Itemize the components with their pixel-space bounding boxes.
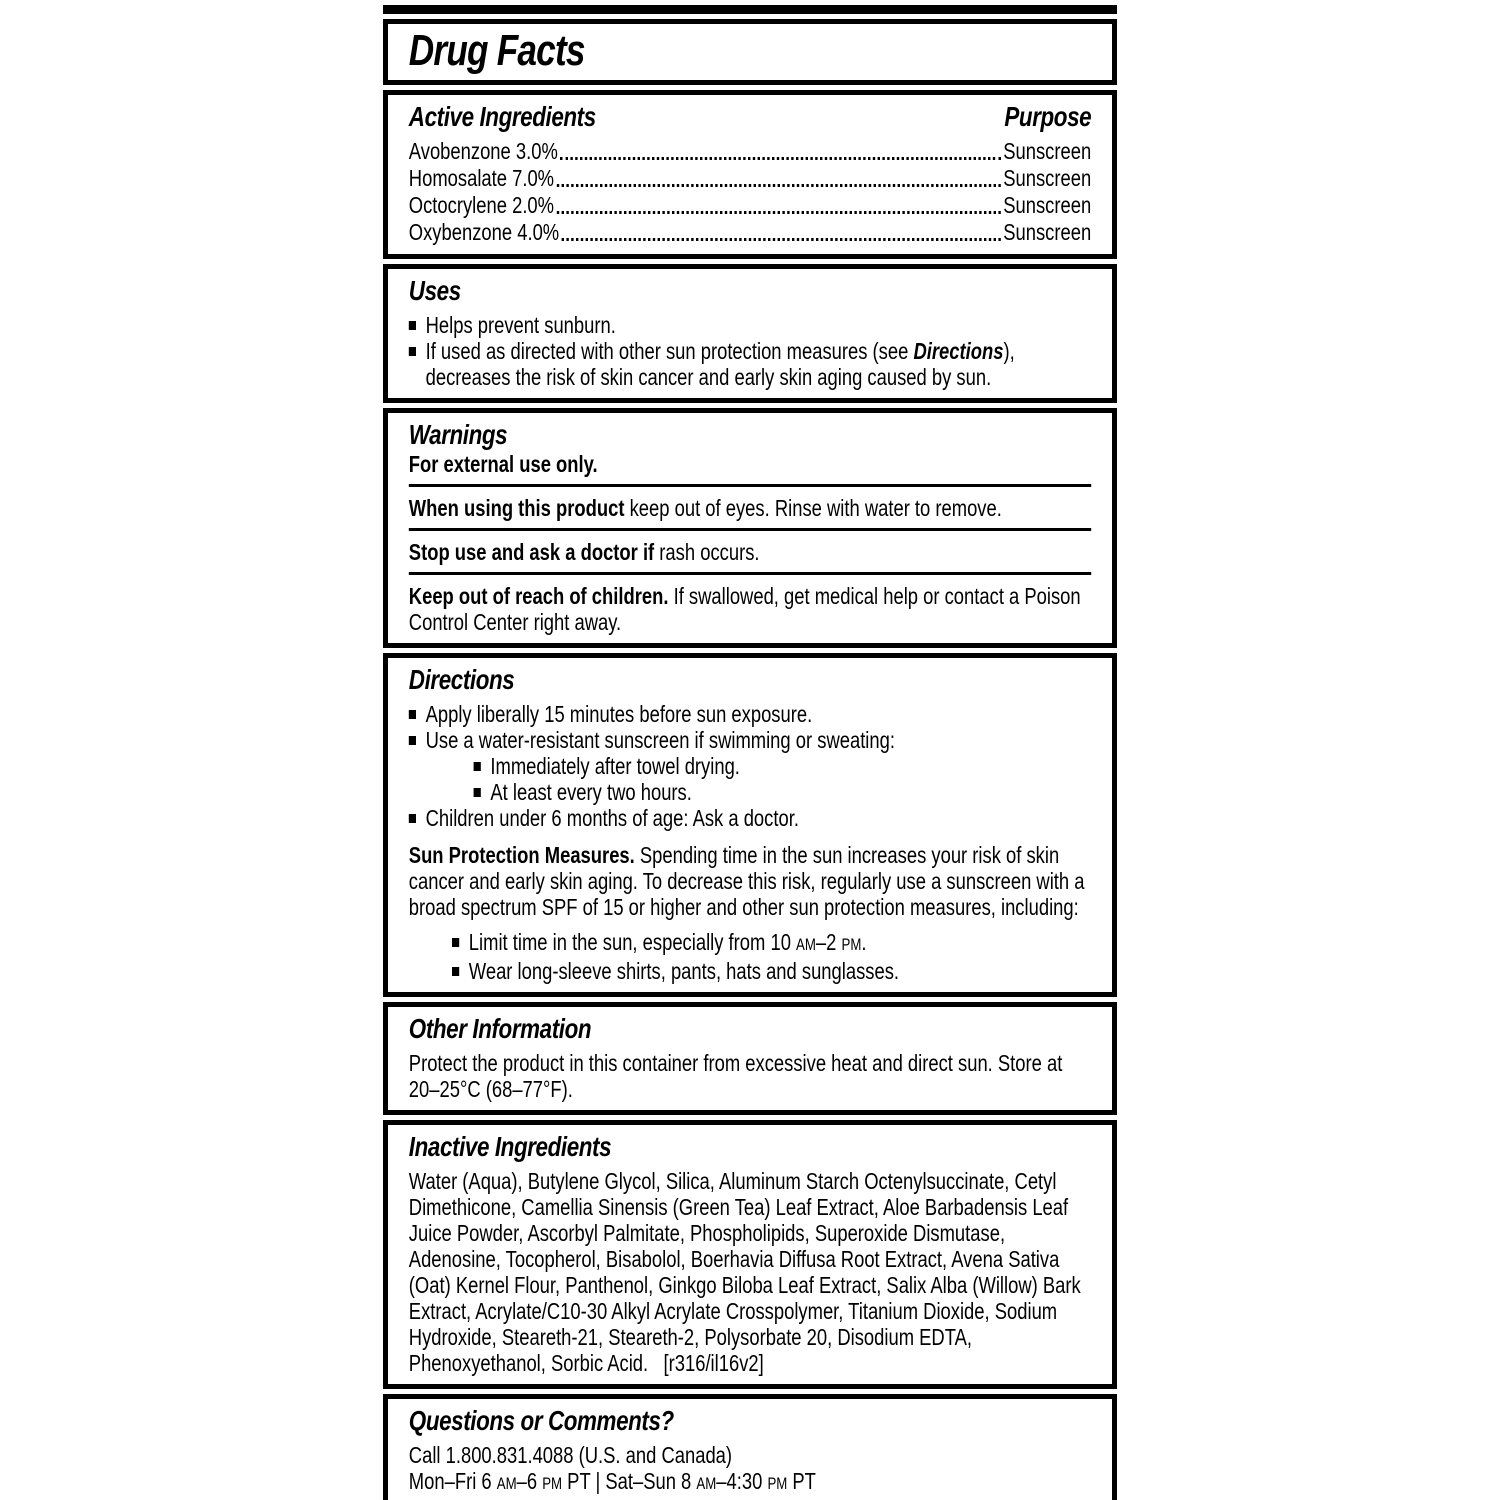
dotted-leader [562,219,1001,241]
directions-item-text: Use a water-resistant sunscreen if swimming or sweating: [425,727,895,753]
directions-heading: Directions [408,664,515,695]
purpose-heading: Purpose [1004,101,1092,132]
dotted-leader [560,138,1001,160]
directions-subitem-text: Immediately after towel drying. [490,753,740,779]
active-ingredients-header-row [409,100,1091,133]
ingredient-name: Octocrylene 2.0% [408,192,555,218]
uses-item-1 [409,312,1091,338]
drug-facts-label [383,5,1117,1500]
sun-protection-item-text: Wear long-sleeve shirts, pants, hats and sunglasses. [468,958,900,984]
ingredient-row-octocrylene [409,192,1091,219]
inactive-ingredients-text: Water (Aqua), Butylene Glycol, Silica, Aluminum Starch Octenylsuccinate, Cetyl Dimethicone, Camellia Sinensis (Green Tea) Leaf Extract, Aloe Barbadensis Leaf Juice Powder, Ascorbyl Palmitate, Phospholipids, Superoxide Dismutase, Adenosine, Tocopherol, Bisabolol, Boerhavia Diffusa Root Extract, Avena Sativa (Oat) Kernel Flour, Panthenol, Ginkgo Biloba Leaf Extract, Salix Alba (Willow) Bark Extract, Acrylate/C10-30 Alkyl Acrylate Crosspolymer, Titanium Dioxide, Sodium Hydroxide, Steareth-21, Steareth-2, Polysorbate 20, Disodium EDTA, Phenoxyethanol, Sorbic Acid. [r316/il16v2] [408,1168,1081,1376]
warnings-divider [409,572,1091,575]
ingredient-name: Avobenzone 3.0% [408,138,558,164]
warnings-section [383,408,1117,648]
questions-heading: Questions or Comments? [408,1405,674,1436]
active-ingredients-section [383,90,1117,259]
square-bullet-icon [452,938,459,947]
questions-section [383,1394,1117,1500]
questions-hours-line: Mon–Fri 6 AM–6 PM PT | Sat–Sun 8 AM–4:30 PM PT [408,1468,816,1494]
directions-item-text: Apply liberally 15 minutes before sun exposure. [425,701,813,727]
other-information-text: Protect the product in this container from excessive heat and direct sun. Store at 20–25°C (68–77°F). [408,1050,1063,1102]
square-bullet-icon [452,967,459,976]
square-bullet-icon [474,762,481,771]
other-information-section [383,1002,1117,1115]
dotted-leader [556,192,1000,214]
square-bullet-icon [409,736,416,745]
warnings-divider [409,528,1091,531]
label-top-bar [383,5,1117,14]
ingredient-purpose: Sunscreen [1003,138,1092,164]
square-bullet-icon [409,710,416,719]
ingredient-row-homosalate [409,165,1091,192]
uses-item-text: If used as directed with other sun protection measures (see Directions), decreases the risk of skin cancer and early skin aging caused by sun. [425,338,1015,390]
directions-section [383,653,1117,997]
sun-protection-item-clothing [452,958,1091,984]
warning-when-using: When using this product keep out of eyes. Rinse with water to remove. [408,495,1002,521]
drug-facts-title: Drug Facts [408,26,585,75]
square-bullet-icon [474,788,481,797]
active-ingredients-heading: Active Ingredients [408,101,596,132]
sun-protection-item-limit-time [452,929,1091,958]
inactive-ingredients-heading: Inactive Ingredients [408,1131,612,1162]
warning-stop-use: Stop use and ask a doctor if rash occurs. [408,539,760,565]
directions-item-children [409,805,1091,831]
directions-item-text: Children under 6 months of age: Ask a doctor. [425,805,799,831]
sun-protection-item-text: Limit time in the sun, especially from 10 AM–2 PM. [468,929,867,955]
square-bullet-icon [409,321,416,330]
directions-subitem-text: At least every two hours. [490,779,692,805]
directions-item-water-resistant [409,727,1091,753]
square-bullet-icon [409,347,416,356]
ingredient-purpose: Sunscreen [1003,219,1092,245]
ingredient-row-oxybenzone [409,219,1091,246]
ingredient-purpose: Sunscreen [1003,192,1092,218]
warnings-divider [409,484,1091,487]
ingredient-name: Homosalate 7.0% [408,165,555,191]
warning-keep-out-of-reach: Keep out of reach of children. If swallowed, get medical help or contact a Poison Control Center right away. [408,583,1081,635]
ingredient-purpose: Sunscreen [1003,165,1092,191]
inactive-ingredients-section [383,1120,1117,1389]
directions-subitem-every-two-hours [474,779,1092,805]
other-information-heading: Other Information [408,1013,592,1044]
ingredient-row-avobenzone [409,138,1091,165]
uses-item-2 [409,338,1091,390]
directions-item-apply [409,701,1091,727]
uses-section [383,264,1117,403]
drug-facts-title-box [383,19,1117,85]
square-bullet-icon [409,814,416,823]
directions-subitem-towel-drying [474,753,1092,779]
questions-phone-line: Call 1.800.831.4088 (U.S. and Canada) [408,1442,733,1468]
dotted-leader [556,165,1000,187]
ingredient-name: Oxybenzone 4.0% [408,219,560,245]
warning-external-use: For external use only. [408,451,598,477]
warnings-heading: Warnings [408,419,508,450]
uses-item-text: Helps prevent sunburn. [425,312,616,338]
uses-heading: Uses [408,275,461,306]
sun-protection-measures-paragraph: Sun Protection Measures. Spending time in the sun increases your risk of skin cancer and early skin aging. To decrease this risk, regularly use a sunscreen with a broad spectrum SPF of 15 or higher and other sun protection measures, including: [408,842,1085,920]
